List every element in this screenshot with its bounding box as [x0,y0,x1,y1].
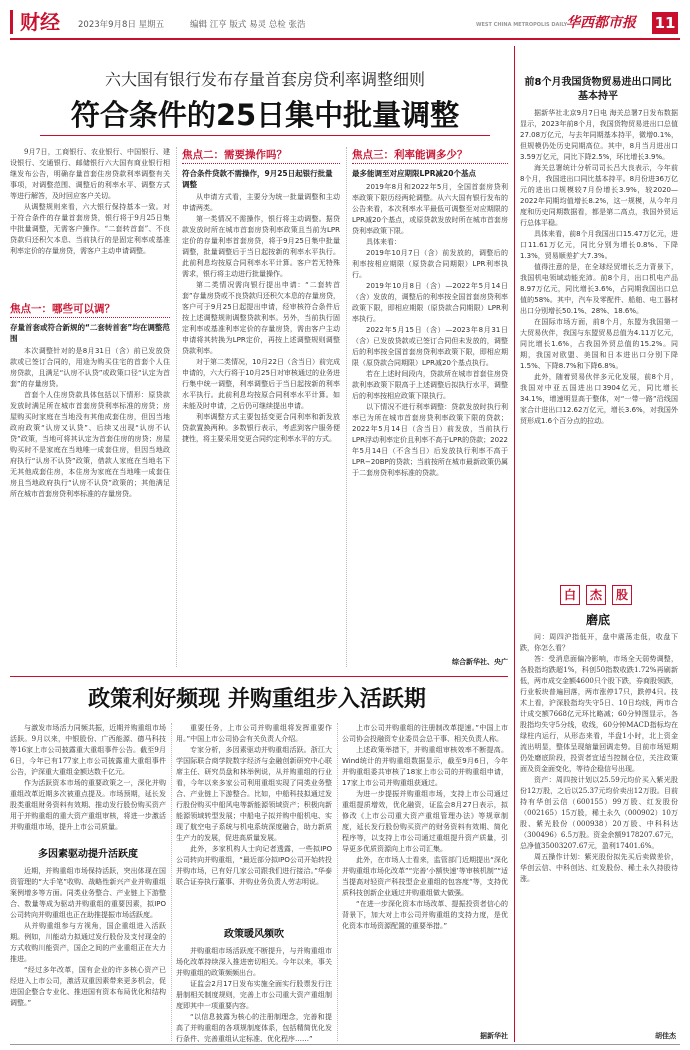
second-s1-p2: 从并购重组参与方视角，国企重组进入活跃期。例如，川能动力拟通过发行股份及支付现金的方式收购川能资产，国企之间的产业重组正在大力推进。 [10,922,166,963]
focus2-title: 焦点二：需要操作吗？ [182,149,287,161]
second-s2-p2: 证监会2月17日发布实施全面实行股票发行注册制相关制度规则，完善上市公司重大资产重组制度即其中一项重要内容。 [176,980,332,1010]
trade-body [520,108,678,574]
second-headline: 政策利好频现 并购重组步入活跃期 [88,687,426,712]
col-divider-1 [176,147,177,667]
second-c3-p1: 上市公司并购重组的注册制改革提速。”中国上市公司协会投融资专业委员会总干事、相关负责人称。 [342,724,508,743]
focus3-p5: 2022年5月15日（含）—2023年8月31日（含）已发放贷款或已签订合同但未发放的，调整后的利率按全国首套房贷利率政策下限，即相应期限（原贷款合同期限）LPR减20个基点执行。 [352,326,508,367]
masthead-date: 2023年9月8日 星期五 [78,20,165,30]
trade-p1: 据新华社北京9月7日电 海关总署7日发布数据显示，2023年前8个月，我国货物贸易进出口总值27.08万亿元，与去年同期基本持平，微增0.1%，但规模仍处历史同期高位。其中，8月当月进出口3.59万亿元，同比下降2.5%，环比增长3.9%。 [520,109,678,161]
second-c3-p2: 上述政策举措下，并购重组审核效率不断提高。Wind统计的并购重组数据显示，截至9月6日，今年并购重组委共审核了18家上市公司的并购重组申请，17家上市公司并购重组获通过。 [342,746,508,787]
second-sub2: 政策暖风频吹 [224,929,284,940]
focus3-p1: 2019年8月和2022年5月，全国首套房贷利率政策下限历经两轮调整。从六大国有银行发布的公告来看，本次利率水平最低可调整至对应期限的LPR减20个基点，或原贷款发放时所在城市首套房贷利率政策下限。 [352,183,508,235]
trade-p4: 值得注意的是，在全球经贸增长乏力背景下，我国机电领域动能充沛。前8个月，出口机电产品8.97万亿元，同比增长3.6%，占同期我国出口总值的58%。其中，汽车及零配件、船舶、电工器材出口分别增长50.1%、28%、18.6%。 [520,263,678,315]
second-c3-p5: “在进一步深化资本市场改革、提振投资者信心的背景下，加大对上市公司并购重组的支持力度，是优化资本市场资源配置的重要举措。” [342,900,508,930]
second-s1-body [10,866,166,1042]
col-divider-3 [171,723,172,1041]
second-c2-p3: 此外，多家机构人士向记者透露，一些拟IPO公司转向并购重组，“最近部分拟IPO公司开始转投并购市场，已有好几家公司跟我们进行接洽。”华泰联合证券执行董事、并购业务负责人劳志明说。 [176,845,332,886]
second-s1-p1: 近期，并购重组市场保持活跃，突出体现在国资管理的“大手笔”收购、战略性新兴产业并购重组案例增多等方面。同类业务整合、产业链上下游整合、数量等成为驱动并购重组的重要因素，拟IPO公司转向并购重组也正在助推提振市场活跃度。 [10,867,166,919]
trade-p6: 此外，随着贸易伙伴多元化发展，前8个月，我国对中亚五国进出口3904亿元，同比增长34.1%，增速明显高于整体，对“一带一路”沿线国家合计进出口12.62万亿元，增长3.6%，对我国外贸形成1.6个百分点的拉动。 [520,373,678,425]
col-divider-2 [346,147,347,667]
focus1-title: 焦点一：哪些可以调？ [10,303,115,315]
focus1-title-rule [10,317,170,318]
stocks-banner-char-3: 股 [612,585,632,605]
trade-p3: 具体来看，前8个月我国出口15.47万亿元，进口11.61万亿元，同比分别为增长0.8%、下降1.3%，贸易顺差扩大7.3%。 [520,230,678,260]
trade-p2: 海关总署统计分析司司长吕大良表示，今年前8个月，我国进出口同比基本持平。8月份进36万亿元的进出口规模较7月份增长3.9%，较2020—2022年同期均值增长8.2%，这一规模，从今年月度和历史同期数据看，都是第二高点，我国外贸运行总体平稳。 [520,164,678,227]
second-col3 [342,723,508,1029]
second-col2 [176,723,332,923]
second-c3-p3: 为进一步提振并购重组市场，支持上市公司通过重组提质增效，优化融资，证监会8月27日表示，拟修改《上市公司重大资产重组管理办法》等规章制度，延长发行股份购买资产的财务资料有效期、简化程序等，以支持上市公司通过重组提升资产质量，引导更多优质资源向上市公司汇集。 [342,790,508,853]
stocks-banner-char-2: 杰 [586,585,606,605]
stocks-banner-char-1: 白 [560,585,580,605]
second-c2-p1: 重要任务，上市公司并购重组将发挥重要作用。”中国上市公司协会有关负责人介绍。 [176,724,332,743]
stocks-banner [560,584,646,604]
second-s2-body [176,946,332,1042]
trade-title: 前8个月我国货物贸易进出口同比基本持平 [524,77,672,102]
focus3-title: 焦点三：利率能调多少？ [352,149,468,161]
focus2-p1: 从申请方式看，主要分为统一批量调整和主动申请两类。 [182,193,340,212]
focus3-source: 综合新华社、央广 [452,658,508,666]
focus2-title-rule [182,163,340,164]
masthead-english: WEST CHINA METROPOLIS DAILY [476,22,568,28]
second-c2-p2: 专家分析，多因素驱动并购重组活跃。浙江大学国际联合商学院数字经济与金融创新研究中心联席主任、研究员盘和林举例说，从并购重组的行业看，今年以来多家公司利用重组实现了同类业务整合、产业链上下游整合。比如，中船科技拟通过发行股份购买中船风电等新能源领域资产；积极向新能源领域转型发展；中船电子拟并购中船机电、实现了航空电子系统与机电系统深度融合，助力新质生产力的发展，促进高质量发展。 [176,746,332,842]
focus1-p1: 本次调整针对的是8月31日（含）前已发放贷款或已签订合同的，用途为购买住宅的首套个人住房贷款，且满足“认房不认贷”或政策口径“认定为首套”的存量房贷。 [10,347,170,388]
review-body [520,632,678,1030]
lead-intro: 9月7日，工商银行、农业银行、中国银行、建设银行、交通银行、邮储银行六大国有商业银行相继发布公告，明确存量首套住房贷款利率调整有关事项，对调整范围、调整后的利率水平、调整方式等进行解答，及时回应客户关切。 [10,148,170,200]
second-source: 据新华社 [480,1032,508,1040]
lead-headline: 符合条件的25日集中批量调整 [70,98,460,132]
section-label: 财经 [20,10,60,34]
focus2-subtitle: 符合条件贷款不需操作，9月25日起银行批量调整 [182,169,333,189]
trade-p5: 在国际市场方面，前8个月，东盟为我国第一大贸易伙伴，我国与东盟贸易总值为4.11万亿元，同比增长1.6%，占我国外贸总值的15.2%。同期，我国对欧盟、美国和日本进出口分别下降1.5%、下降8.7%和下降6.8%。 [520,318,678,370]
review-assets: 资产：周四按计划以25.59元均价买入紫光股份12万股，之后以25.37元均价卖出12万股。目前持有华创云信（600155）99万股、红发股份（002165）15万股，稀土永久（000902）10万股、紫光股份（000938）20万股、中科科达（300496）6.5万股。资金余额9178207.67元，总净值35003207.67元，盈利17401.6%。 [520,776,678,850]
page-number: 11 [652,12,678,34]
lead-intro-2: 从调整规则来看，六大银行保持基本一致。对于符合条件的存量首套房贷，银行将于9月25日集中批量调整，无需客户操作。“二套转首套”、不良贷款归还积欠本息、当前执行的是固定利率或基准利率定价的存量房贷，需客户主动申请调整。 [10,203,170,255]
review-author: 胡佳杰 [655,1032,676,1040]
focus3-body [352,182,508,656]
focus3-title-rule [352,163,508,164]
second-intro-2: 作为活跃资本市场的重要政策之一，深化并购重组改革近期多次被重点提及。市场预期，延长发股类重组财务资料有效期、推动发行股份购买资产用于并购重组的重大资产重组审核，将进一步激活并购重组市场，提升上市公司质量。 [10,779,166,831]
lead-kicker: 六大国有银行发布存量首套房贷利率调整细则 [104,70,425,89]
second-intro: 与激发市场活力同频共振，近期并购重组市场活跃。9月以来，中银股份、广西能源、德马科技等16家上市公司披露重大重组事件公告。截至9月6日，今年已有177家上市公司披露重大重组事件公告，沪深重大重组金额达数千亿元。 [10,724,166,776]
paper-logo: 华西都市报 [566,15,636,31]
focus2-body [182,192,340,666]
focus2-p5: 利率调整方式主要包括变更合同利率和新发放贷款置换两种。多数银行表示，考虑到客户服务便捷性，将主要采用变更合同约定利率水平的方式。 [182,413,340,443]
masthead-editors: 编辑 江亨 版式 易灵 总检 张浩 [190,20,306,30]
review-a: 答：受消息面偏冷影响，市场全天弱势调整，各股指均跌超1%，科创50指数收跌1.72%再刷新低，两市成交金额4600只个股下跌，券商股领跌，行业板块普遍回落，两市涨停17只，跌停4只。技术上看，沪深股指均失守5日、10日均线，两市合计成交额7668亿元环比略减；60分钟图显示，各股指均失守5分线，收线，60分钟MACD指标均在绿柱内运行，从形态来看，半盘1小时，北上资金流出明显，整体呈现缩量回调走势。目前市场短期仍处磨底阶段，投资者宜适当控制仓位，关注政策面及资金面变化，等待企稳信号出现。 [520,655,678,773]
focus3-subtitle: 最多能调至对应期限LPR减20个基点 [352,169,476,178]
second-s1-p3: “经过多年改革，国有企业的许多核心资产已经进入上市公司，激活双重因素带来更多机会，促进国企整合专业化、推进国有资本布局优化和结构调整。” [10,966,166,1007]
lead-intro-column [10,147,170,297]
second-intro-column [10,723,166,843]
focus1-body [10,346,170,672]
masthead [0,0,690,40]
lead-headline-underline [40,135,490,136]
focus2-p2: 第一类情况不需操作，银行将主动调整。据贷款发放时所在城市首套房贷利率政策且当前为LPR定价的存量利率首套房贷，将于9月25日集中批量调整，批量调整后于当日起按新的利率水平执行。此前利息均按原合同利率水平计算。客户若无特殊需求，银行将主动进行批量操作。 [182,215,340,278]
masthead-rule [10,38,680,40]
focus3-p7: 以下情况不进行利率调整：贷款发放时执行利率已为所在城市首套房贷利率政策下限的贷款；2022年5月14日（含当日）前发放，当前执行LPR浮动利率定价且利率不高于LPR的贷款；2022年5月14日（不含当日）后发放执行利率不高于LPR−20BP的贷款；当前按所在城市最新政策仍属于二套房贷利率标准的贷款。 [352,403,508,477]
bottom-rule [10,1044,680,1045]
second-s2-p3: “以信息披露为核心的注册制理念，完善和提高了并购重组的各项规制度体系，包括精简优化发行条件、完善重组认定标准、优化程序……” [176,1013,332,1042]
focus3-p4: 2019年10月8日（含）—2022年5月14日（含）发放的，调整后的利率按全国首套房贷利率政策下限，即相应期限（原贷款合同期限）LPR利率执行。 [352,282,508,323]
focus2-p3: 第二类情况需向银行提出申请：“二套转首套”存量房贷或不良贷款归还积欠本息的存量房贷，客户可于9月25日起提出申请，经审核符合条件后按上述调整规则调整贷款利率。另外，当前执行固定利率或基准利率定价的存量房贷，需由客户主动申请将其转换为LPR定价，再按上述调整规则调整贷款利率。 [182,281,340,355]
focus3-p2: 具体来看： [366,238,401,246]
review-title: 磨底 [585,613,610,627]
review-q: 问：周四沪指低开，盘中震荡走低，收盘下跌，你怎么看？ [520,633,678,652]
sidebar-border [514,46,515,1042]
focus1-p2: 首套个人住房贷款具体包括以下情形：原贷款发放时满足所在城市首套房贷利率标准的房贷；房屋购买时家庭在当地没有其他成套住房，但因当地政府政策“认房又认贷”、后续又出现“认房不认贷”政策，当地可将其认定为首套住房的房贷；房屋购买时不是家庭在当地唯一成套住房，但因当地政府执行“认房不认贷”政策，借款人家庭在当地名下无其他成套住房，本住房为家庭在当地唯一成套住房且当地政府执行“认房不认贷”政策的；其他满足所在城市首套房贷利率标准的存量房贷。 [10,391,170,498]
focus2-p4: 对于第二类情况，10月22日（含当日）前完成申请的，六大行将于10月25日对审核通过的业务进行集中统一调整，利率调整后于当日起按新的利率水平执行。此前利息均按原合同利率水平计算。如未能及时申请，之后仍可继续提出申请。 [182,358,340,410]
second-c3-p4: 此外，在市场人士看来，监管部门近期提出“深化并购重组市场化改革”“完善‘小额快速’等审核机制”“适当提高对轻资产科技型企业重组的包容度”等，支持优质科技创新企业通过并购重组做大做强。 [342,856,508,897]
focus3-p6: 若在上述时间段内，贷款所在城市首套住房贷款利率政策下限高于上述调整后拟执行水平，调整后的利率按相应政策下限执行。 [352,370,508,400]
second-sub1: 多因素驱动提升活跃度 [38,849,138,860]
focus1-subtitle: 存量首套或符合新规的“二套转首套”均在调整范围 [10,323,170,343]
second-s2-p1: 并购重组市场活跃度不断提升，与并购重组市场化改革持续深入推进密切相关。今年以来，事关并购重组的政策频频出台。 [176,947,332,977]
second-top-rule [10,676,508,677]
focus3-p3: 2019年10月7日（含）前发放的，调整后的利率按相应期限（原贷款合同期限）LPR利率执行。 [352,249,508,279]
review-plan: 周五操作计划：紫光股份拟先买后卖做差价，华创云信、中科创达、红发股份、稀土永久持股待涨。 [520,853,678,883]
col-divider-4 [337,723,338,1041]
